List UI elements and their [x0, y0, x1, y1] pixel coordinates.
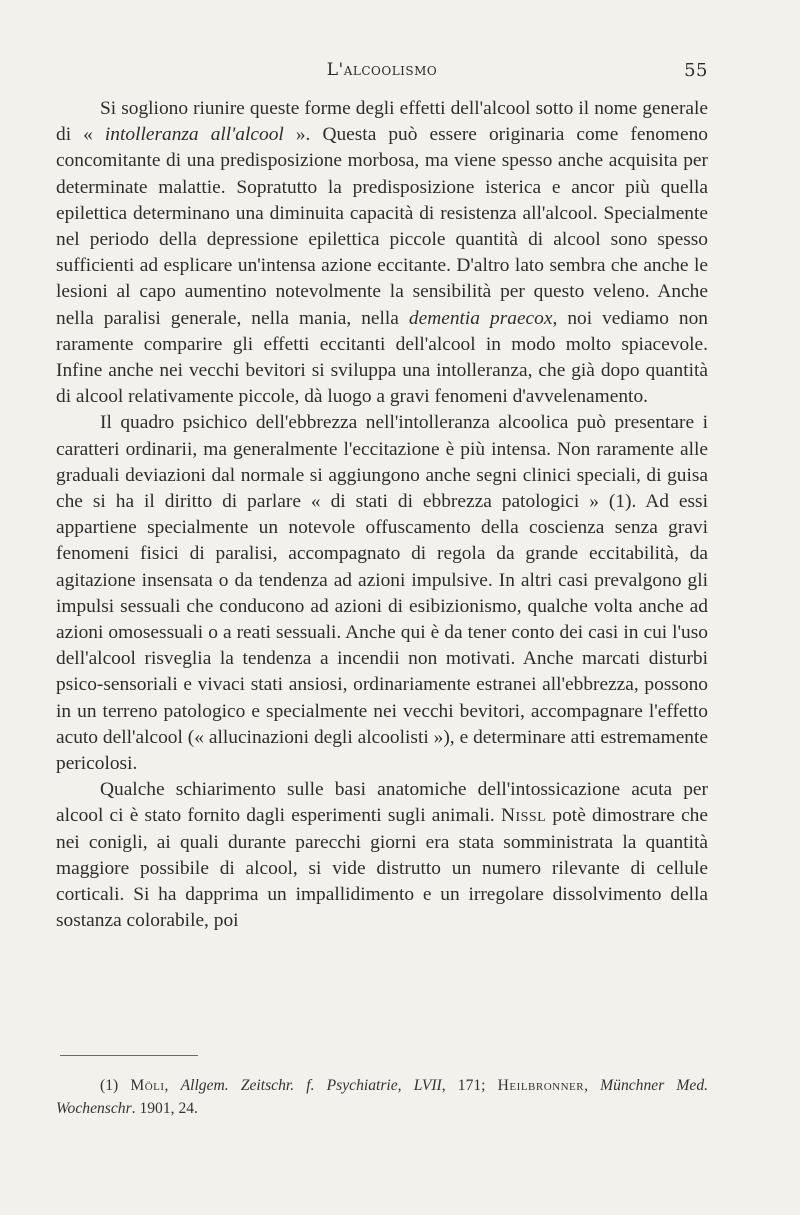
footnote-author: Heilbronner	[497, 1077, 585, 1094]
footnote-author: Möli	[130, 1077, 165, 1094]
italic-term: dementia praecox	[408, 307, 553, 329]
paragraph-3: Qualche schiarimento sulle basi anatomiche dell'intossicazione acuta per alcool ci è stato fornito dagli esperimenti sugli animali. Nissl potè dimostrare che nei conigli, ai quali durante parecchi giorni era stata somministrata la quantità maggiore possibile di alcool, si vide distrutto un numero rilevante di cellule corticali. Si ha dapprima un impallidimento e un irregolare dissolvimento della sostanza colorabile, poi	[56, 779, 708, 932]
author-name: Nissl	[500, 805, 547, 827]
footnote-journal: Allgem. Zeitschr. f. Psychiatrie, LVII	[180, 1077, 442, 1094]
body-text	[56, 96, 708, 935]
paragraph-1: Si sogliono riunire queste forme degli effetti dell'alcool sotto il nome generale di « intolleranza all'alcool ». Questa può essere originaria come fenomeno concomitante di una predisposizione morbosa, ma viene spesso anche acquisita per determinate malattie. Sopratutto la predisposizione isterica e ancor più quella epilettica determinano una diminuita capacità di resistenza all'alcool. Specialmente nel periodo della depressione epilettica piccole quantità di alcool sono spesso sufficienti ad esplicare un'intensa azione eccitante. D'altro lato sembra che anche le lesioni al capo aumentino notevolmente la sensibilità per questo veleno. Anche nella paralisi generale, nella mania, nella dementia praecox, noi vediamo non raramente comparire gli effetti eccitanti dell'alcool in modo molto spiacevole. Infine anche nei vecchi bevitori si sviluppa una intolleranza, che già dopo quantità di alcool relativamente piccole, dà luogo a gravi fenomeni d'avvelenamento.	[56, 98, 708, 408]
page-number: 55	[684, 60, 708, 81]
running-title: L'alcoolismo	[326, 60, 438, 80]
italic-term: intolleranza all'alcool	[104, 124, 284, 146]
running-head	[56, 60, 708, 84]
paragraph-2: Il quadro psichico dell'ebbrezza nell'intolleranza alcoolica può presentare i caratteri ordinarii, ma generalmente l'eccitazione è più intensa. Non raramente alle graduali deviazioni dal normale si aggiungono anche segni clinici speciali, di guisa che si ha il diritto di parlare « di stati di ebbrezza patologici » (1). Ad essi appartiene specialmente un notevole offuscamento della coscienza senza gravi fenomeni fisici di paralisi, accompagnato di regola da grande eccitabilità, da agitazione insensata o da tendenza ad azioni impulsive. In altri casi prevalgono gli impulsi sessuali che conducono ad azioni di esibizionismo, qualche volta anche ad azioni omosessuali o a reati sessuali. Anche qui è da tener conto dei casi in cui l'uso dell'alcool risveglia la tendenza a incendii non motivati. Anche marcati disturbi psico-sensoriali e vivaci stati ansiosi, ordinariamente estranei all'ebbrezza, possono in un terreno patologico e specialmente nei vecchi bevitori, accompagnare l'effetto acuto dell'alcool (« allucinazioni degli alcoolisti »), e determinare atti estremamente pericolosi.	[56, 412, 708, 775]
footnote-journal: Münchner Med. Wochenschr	[56, 1077, 709, 1117]
footnote: (1) Möli, Allgem. Zeitschr. f. Psychiatrie, LVII, 171; Heilbronner, Münchner Med. Wochenschr. 1901, 24.	[56, 1077, 709, 1117]
footnote-rule	[60, 1055, 198, 1056]
